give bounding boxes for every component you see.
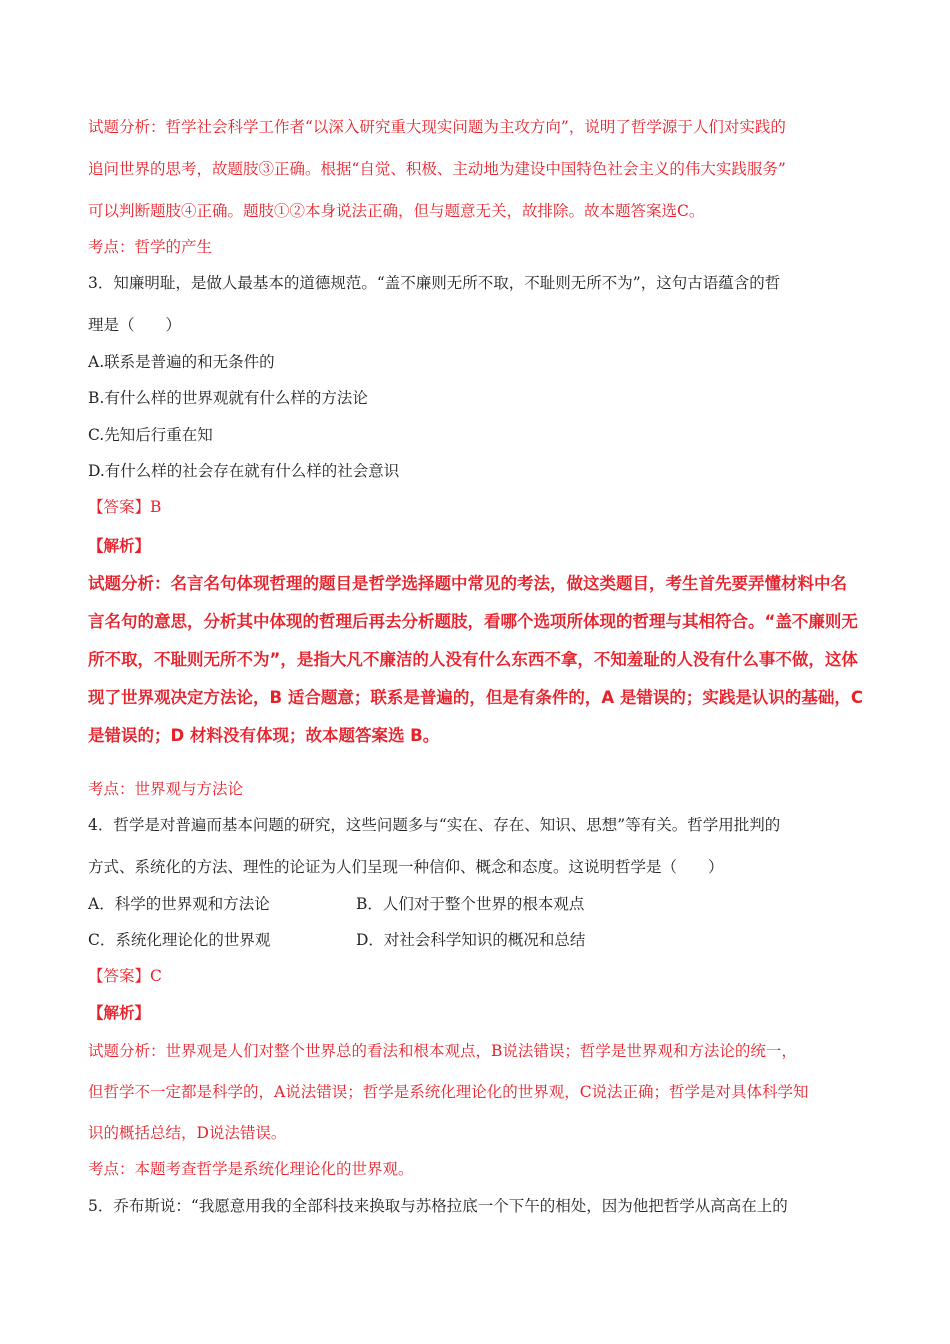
q3-analysis-line-1: 试题分析：名言名句体现哲理的题目是哲学选择题中常见的考法，做这类题目，考生首先要弄懂材料中名 — [88, 574, 847, 593]
q3-kaodian: 考点：世界观与方法论 — [88, 780, 244, 798]
q4-options-row-1 — [88, 894, 878, 914]
q4-jiexi-label: 【解析】 — [88, 1003, 151, 1022]
q3-option-b: B.有什么样的世界观就有什么样的方法论 — [88, 389, 368, 407]
q3-option-a: A.联系是普遍的和无条件的 — [88, 353, 275, 371]
q4-kaodian: 考点：本题考查哲学是系统化理论化的世界观。 — [88, 1160, 414, 1178]
q2-analysis-line-2: 追问世界的思考，故题肢③正确。根据“自觉、积极、主动地为建设中国特色社会主义的伟大实践服务” — [88, 160, 786, 178]
q3-analysis-line-2: 言名句的意思，分析其中体现的哲理后再去分析题肢，看哪个选项所体现的哲理与其相符合。“盖不廉则无 — [88, 612, 858, 631]
q2-analysis-line-3: 可以判断题肢④正确。题肢①②本身说法正确，但与题意无关，故排除。故本题答案选C。 — [88, 202, 705, 220]
q4-option-b: B．人们对于整个世界的根本观点 — [356, 895, 585, 913]
q3-analysis-line-3: 所不取，不耻则无所不为”，是指大凡不廉洁的人没有什么东西不拿，不知羞耻的人没有什么事不做，这体 — [88, 650, 858, 669]
q4-stem-line-1: 4．哲学是对普遍而基本问题的研究，这些问题多与“实在、存在、知识、思想”等有关。哲学用批判的 — [88, 816, 781, 834]
q4-analysis-line-3: 识的概括总结，D说法错误。 — [88, 1124, 287, 1142]
q4-analysis-line-2: 但哲学不一定都是科学的，A说法错误；哲学是系统化理论化的世界观，C说法正确；哲学是对具体科学知 — [88, 1083, 809, 1101]
q4-analysis-line-1: 试题分析：世界观是人们对整个世界总的看法和根本观点，B说法错误；哲学是世界观和方法论的统一， — [88, 1042, 797, 1060]
q5-stem-line-1: 5．乔布斯说：“我愿意用我的全部科技来换取与苏格拉底一个下午的相处，因为他把哲学从高高在上的 — [88, 1197, 788, 1215]
q3-analysis-line-4: 现了世界观决定方法论，B 适合题意；联系是普遍的，但是有条件的，A 是错误的；实践是认识的基础，C — [88, 688, 863, 707]
q4-option-d: D．对社会科学知识的概况和总结 — [356, 931, 586, 949]
q4-option-c: C．系统化理论化的世界观 — [88, 931, 271, 949]
q4-options-row-2 — [88, 930, 878, 950]
q3-stem-line-1: 3．知廉明耻，是做人最基本的道德规范。“盖不廉则无所不取，不耻则无所不为”，这句古语蕴含的哲 — [88, 274, 781, 292]
q3-analysis-line-5: 是错误的；D 材料没有体现；故本题答案选 B。 — [88, 726, 440, 745]
q4-answer: 【答案】C — [88, 967, 162, 985]
q3-option-d: D.有什么样的社会存在就有什么样的社会意识 — [88, 462, 400, 480]
q4-stem-line-2: 方式、系统化的方法、理性的论证为人们呈现一种信仰、概念和态度。这说明哲学是（ ） — [88, 858, 724, 876]
q4-option-a: A．科学的世界观和方法论 — [88, 895, 270, 913]
q2-kaodian: 考点：哲学的产生 — [88, 238, 213, 256]
q2-analysis-line-1: 试题分析：哲学社会科学工作者“以深入研究重大现实问题为主攻方向”，说明了哲学源于人们对实践的 — [88, 118, 786, 136]
q3-answer: 【答案】B — [88, 498, 162, 516]
q3-jiexi-label: 【解析】 — [88, 536, 151, 555]
q3-stem-line-2: 理是（ ） — [88, 316, 182, 334]
q3-option-c: C.先知后行重在知 — [88, 426, 213, 444]
